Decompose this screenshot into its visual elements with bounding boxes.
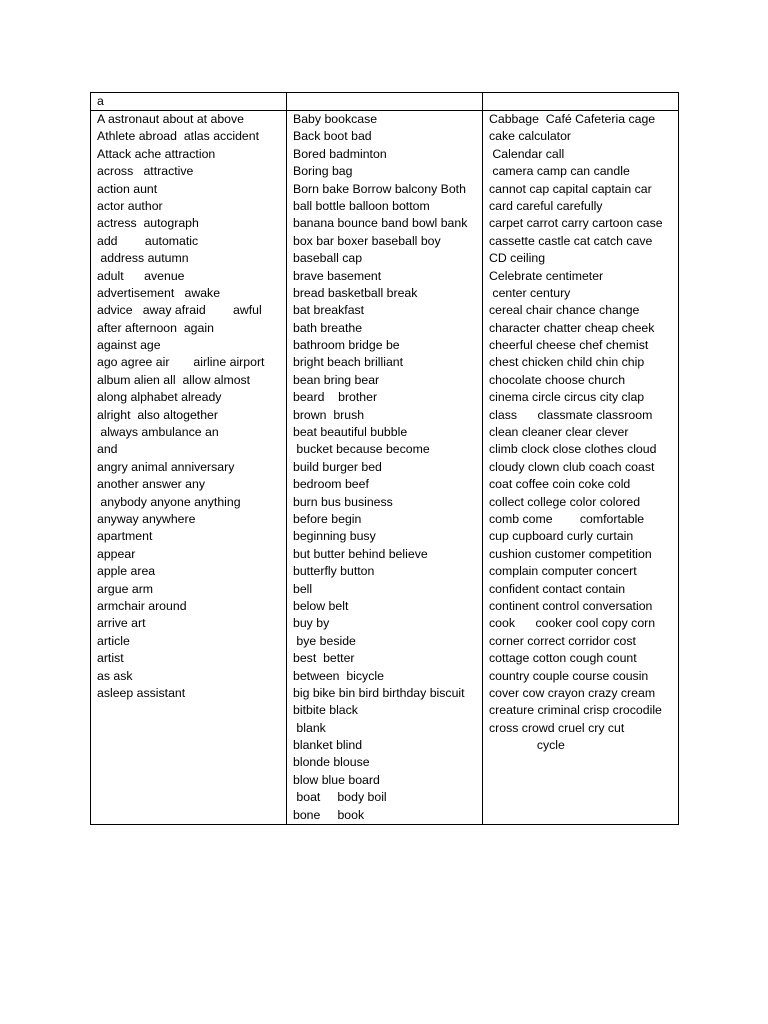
- word-line: beat beautiful bubble: [293, 425, 408, 440]
- word-line: bean bring bear: [293, 372, 380, 387]
- word-line: along alphabet already: [97, 390, 222, 405]
- word-line: Back boot bad: [293, 129, 372, 144]
- header-cell-b: [287, 93, 483, 111]
- word-line: class classmate classroom: [489, 407, 653, 422]
- word-line: across attractive: [97, 164, 194, 179]
- word-line: CD ceiling: [489, 251, 546, 266]
- word-line: center century: [489, 285, 571, 300]
- word-line: argue arm: [97, 581, 154, 596]
- column-b-words: [287, 111, 483, 825]
- word-line: against age: [97, 338, 161, 353]
- table-header-row: [91, 93, 679, 111]
- word-line: asleep assistant: [97, 685, 186, 700]
- word-line: another answer any: [97, 477, 206, 492]
- word-line: angry animal anniversary: [97, 459, 235, 474]
- word-line: but butter behind believe: [293, 546, 428, 561]
- word-line: advertisement awake: [97, 285, 221, 300]
- word-line: best better: [293, 651, 355, 666]
- column-c-words: [483, 111, 679, 825]
- word-line: chocolate choose church: [489, 372, 626, 387]
- word-line: burn bus business: [293, 494, 393, 509]
- word-line: before begin: [293, 511, 362, 526]
- word-line: coat coffee coin coke cold: [489, 477, 631, 492]
- word-line: bone book: [293, 807, 365, 822]
- word-line: Cabbage Café Cafeteria cage: [489, 112, 656, 126]
- word-line: bath breathe: [293, 320, 363, 335]
- word-line: blanket blind: [293, 738, 363, 753]
- word-line: cook cooker cool copy corn: [489, 616, 656, 631]
- word-line: chest chicken child chin chip: [489, 355, 645, 370]
- word-line: creature criminal crisp crocodile: [489, 703, 662, 718]
- word-line: blank: [293, 720, 326, 735]
- table-body-row: [91, 111, 679, 825]
- word-line: bell: [293, 581, 313, 596]
- word-line: apartment: [97, 529, 153, 544]
- word-line: cinema circle circus city clap: [489, 390, 645, 405]
- word-line: camera camp can candle: [489, 164, 630, 179]
- word-line: alright also altogether: [97, 407, 218, 422]
- word-line: ago agree air airline airport: [97, 355, 265, 370]
- word-line: always ambulance an: [97, 425, 219, 440]
- word-line: cushion customer competition: [489, 546, 652, 561]
- word-line: armchair around: [97, 598, 187, 613]
- word-line: Born bake Borrow balcony Both: [293, 181, 466, 196]
- word-line: bread basketball break: [293, 285, 418, 300]
- word-line: confident contact contain: [489, 581, 626, 596]
- vocabulary-table: [90, 92, 679, 825]
- word-line: between bicycle: [293, 668, 384, 683]
- word-line: cycle: [489, 738, 565, 753]
- word-line: blonde blouse: [293, 755, 370, 770]
- word-line: cross crowd cruel cry cut: [489, 720, 625, 735]
- word-line: card careful carefully: [489, 198, 603, 213]
- word-line: brave basement: [293, 268, 382, 283]
- word-line: carpet carrot carry cartoon case: [489, 216, 663, 231]
- word-line: cup cupboard curly curtain: [489, 529, 634, 544]
- word-line: baseball cap: [293, 251, 363, 266]
- word-line: boat body boil: [293, 790, 387, 805]
- word-line: cereal chair chance change: [489, 303, 640, 318]
- word-line: Celebrate centimeter: [489, 268, 604, 283]
- word-line: action aunt: [97, 181, 158, 196]
- word-line: add automatic: [97, 233, 199, 248]
- word-line: after afternoon again: [97, 320, 214, 335]
- word-line: corner correct corridor cost: [489, 633, 636, 648]
- word-line: bitbite black: [293, 703, 358, 718]
- word-line: bucket because become: [293, 442, 430, 457]
- word-line: butterfly button: [293, 564, 375, 579]
- word-line: banana bounce band bowl bank: [293, 216, 468, 231]
- word-line: bedroom beef: [293, 477, 369, 492]
- word-line: below belt: [293, 598, 349, 613]
- word-line: ball bottle balloon bottom: [293, 198, 430, 213]
- word-line: big bike bin bird birthday biscuit: [293, 685, 465, 700]
- word-line: anybody anyone anything: [97, 494, 241, 509]
- word-line: climb clock close clothes cloud: [489, 442, 657, 457]
- word-line: bat breakfast: [293, 303, 365, 318]
- column-a-words: [91, 111, 287, 825]
- word-line: article: [97, 633, 130, 648]
- word-line: cake calculator: [489, 129, 572, 144]
- word-line: character chatter cheap cheek: [489, 320, 655, 335]
- word-line: anyway anywhere: [97, 511, 196, 526]
- word-line: cottage cotton cough count: [489, 651, 637, 666]
- word-line: Baby bookcase: [293, 112, 378, 126]
- word-line: buy by: [293, 616, 330, 631]
- word-line: actor author: [97, 198, 163, 213]
- word-line: collect college color colored: [489, 494, 641, 509]
- word-line: advice away afraid awful: [97, 303, 262, 318]
- word-line: Athlete abroad atlas accident: [97, 129, 260, 144]
- header-cell-c: [483, 93, 679, 111]
- word-line: adult avenue: [97, 268, 185, 283]
- word-line: A astronaut about at above: [97, 112, 244, 126]
- word-line: build burger bed: [293, 459, 382, 474]
- word-line: address autumn: [97, 251, 189, 266]
- word-line: album alien all allow almost: [97, 372, 251, 387]
- word-line: bye beside: [293, 633, 356, 648]
- word-line: cover cow crayon crazy cream: [489, 685, 656, 700]
- word-line: clean cleaner clear clever: [489, 425, 629, 440]
- word-line: comb come comfortable: [489, 511, 645, 526]
- header-cell-a: a: [91, 93, 287, 111]
- word-line: cassette castle cat catch cave: [489, 233, 653, 248]
- word-line: brown brush: [293, 407, 365, 422]
- word-line: country couple course cousin: [489, 668, 649, 683]
- word-line: appear: [97, 546, 136, 561]
- word-line: cannot cap capital captain car: [489, 181, 652, 196]
- word-line: beard brother: [293, 390, 378, 405]
- word-line: apple area: [97, 564, 156, 579]
- word-line: arrive art: [97, 616, 146, 631]
- word-line: beginning busy: [293, 529, 376, 544]
- word-line: Boring bag: [293, 164, 353, 179]
- word-line: and: [97, 442, 118, 457]
- word-line: continent control conversation: [489, 598, 653, 613]
- word-line: Bored badminton: [293, 146, 387, 161]
- word-line: cheerful cheese chef chemist: [489, 338, 649, 353]
- word-line: artist: [97, 651, 124, 666]
- word-line: as ask: [97, 668, 133, 683]
- word-line: Attack ache attraction: [97, 146, 216, 161]
- word-line: bathroom bridge be: [293, 338, 400, 353]
- word-line: cloudy clown club coach coast: [489, 459, 655, 474]
- word-line: actress autograph: [97, 216, 199, 231]
- word-line: Calendar call: [489, 146, 565, 161]
- word-line: complain computer concert: [489, 564, 637, 579]
- word-line: box bar boxer baseball boy: [293, 233, 441, 248]
- word-line: blow blue board: [293, 772, 380, 787]
- word-line: bright beach brilliant: [293, 355, 404, 370]
